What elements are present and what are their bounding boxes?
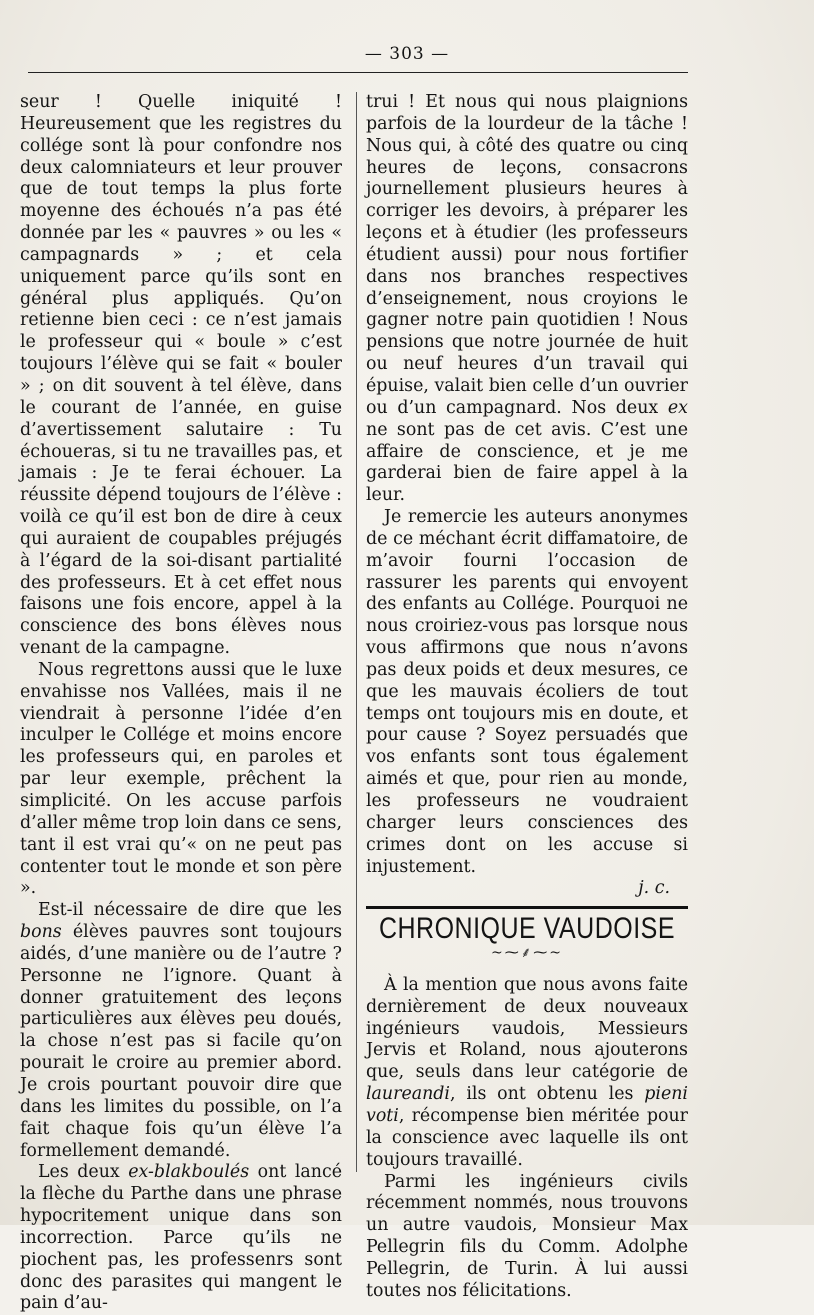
left-paragraph-2: Nous regrettons aussi que le luxe envahisse nos Vallées, mais il ne viendrait à personne l’idée d’en inculper le Collége et moins encore les professeurs qui, en paroles et par leur exemple, prêchent la simplicité. On les accuse parfois d’aller même trop loin dans ce sens, tant il est vrai qu’« on ne peut pas contenter tout le monde et son père ». <box>20 659 342 899</box>
right-column <box>366 92 688 1303</box>
right-paragraph-1-end: ne sont pas de cet avis. C’est une affaire de conscience, et je me garderai bien de faire appel à la leur. <box>366 419 688 506</box>
section-paragraph-2: Parmi les ingénieurs civils récemment nommés, nous trouvons un autre vaudois, Monsieur Max Pellegrin fils du Comm. Adolphe Pellegrin, de Turin. À lui aussi toutes nos félicitations. <box>366 1171 688 1301</box>
left-paragraph-4-start: Les deux <box>38 1162 120 1183</box>
italic-pieni-voti: pieni voti <box>366 1084 688 1126</box>
italic-bons: bons <box>20 922 62 943</box>
right-paragraph-2: Je remercie les auteurs anonymes de ce méchant écrit diffamatoire, de m’avoir fourni l’occasion de rassurer les parents qui envoyent des enfants au Collége. Pourquoi ne nous croiriez-vous pas lorsque nous vous affirmons que nous n’avons pas deux poids et deux mesures, ce que les mauvais écoliers de tout temps ont toujours mis en doute, et pour cause ? Soyez persuadés que vos enfants sont tous également aimés et que, pour rien au monde, les professeurs ne voudraient charger leurs consciences des crimes dont on les accuse si injustement. <box>366 507 688 877</box>
section-title: CHRONIQUE VAUDOISE <box>378 912 676 946</box>
left-paragraph-4 <box>20 1162 342 1315</box>
signature-initials: j. c. <box>638 878 670 899</box>
left-paragraph-3 <box>20 900 342 1162</box>
column-divider <box>356 92 357 1172</box>
right-paragraph-1 <box>366 92 688 507</box>
page-number: — 303 — <box>364 44 450 64</box>
section-paragraph-1-mid: , ils ont obtenu les <box>450 1084 634 1105</box>
italic-ex-blakboules: ex-blakboulés <box>128 1162 250 1183</box>
section-paragraph-1-text: À la mention que nous avons faite dernièrement de deux nouveaux ingénieurs vaudois, Messieurs Jervis et Roland, nous ajouterons que, seuls dans leur catégorie de <box>366 974 688 1083</box>
section-rule <box>366 906 688 909</box>
left-paragraph-1: seur ! Quelle iniquité ! Heureusement que les registres du collége sont là pour confondre nos deux calomniateurs et leur prouver que de tout temps la plus forte moyenne des échoués n’a pas été donnée par les « pauvres » ou les « campagnards » ; et cela uniquement parce qu’ils sont en général plus appliqués. Qu’on retienne bien ceci : ce n’est jamais le professeur qui « boule » c’est toujours l’élève qui se fait « bouler » ; on dit souvent à tel élève, dans le courant de l’année, en guise d’avertissement salutaire : Tu échoueras, si tu ne travailles pas, et jamais : Je te ferai échouer. La réussite dépend toujours de l’élève : voilà ce qu’il est bon de dire à ceux qui auraient de coupables préjugés à l’égard de la soi-disant partialité des professeurs. Et à cet effet nous faisons une fois encore, appel à la conscience des bons élèves nous venant de la campagne. <box>20 92 342 659</box>
section-paragraph-1-end: , récompense bien méritée pour la conscience avec laquelle ils ont toujours travaillé. <box>366 1105 688 1170</box>
signature-line <box>366 878 688 900</box>
left-paragraph-3-text: Est-il nécessaire de dire que les <box>38 900 342 921</box>
header-rule <box>28 72 688 73</box>
section-paragraph-1 <box>366 975 688 1172</box>
italic-ex: ex <box>667 397 688 418</box>
italic-laureandi: laureandi <box>366 1084 450 1105</box>
left-column <box>20 92 342 1315</box>
right-paragraph-1-text: trui ! Et nous qui nous plaignions parfois de la lourdeur de la tâche ! Nous qui, à côté des quatre ou cinq heures de leçons, consacrons journellement plusieurs heures à corriger les devoirs, à préparer les leçons et à étudier (les professeurs étudient aussi) pour nous fortifier dans nos branches respectives d’enseignement, nous croyions le gagner notre pain quotidien ! Nous pensions que notre journée de huit ou neuf heures d’un travail qui épuise, valait bien celle d’un ouvrier ou d’un campagnard. Nos deux <box>366 92 688 418</box>
left-paragraph-3-continued: élèves pauvres sont toujours aidés, d’une manière ou de l’autre ? Personne ne l’ignore. Quant à donner gratuitement des leçons particulières aux élèves peu doués, la chose n’est pas si facile qu’on pourait le croire au premier abord. Je crois pourtant pouvoir dire que dans les limites du possible, on l’a fait chaque fois qu’un élève l’a formellement demandé. <box>20 922 342 1161</box>
left-paragraph-4-text: ont lancé la flèche du Parthe dans une phrase hypocritement unique dans son incorrection. Parce qu’ils ne piochent pas, les professenrs sont donc des parasites qui mangent le pain d’au- <box>20 1162 343 1314</box>
ornament-flourish: ~⁓⸙⁓~ <box>491 945 563 962</box>
